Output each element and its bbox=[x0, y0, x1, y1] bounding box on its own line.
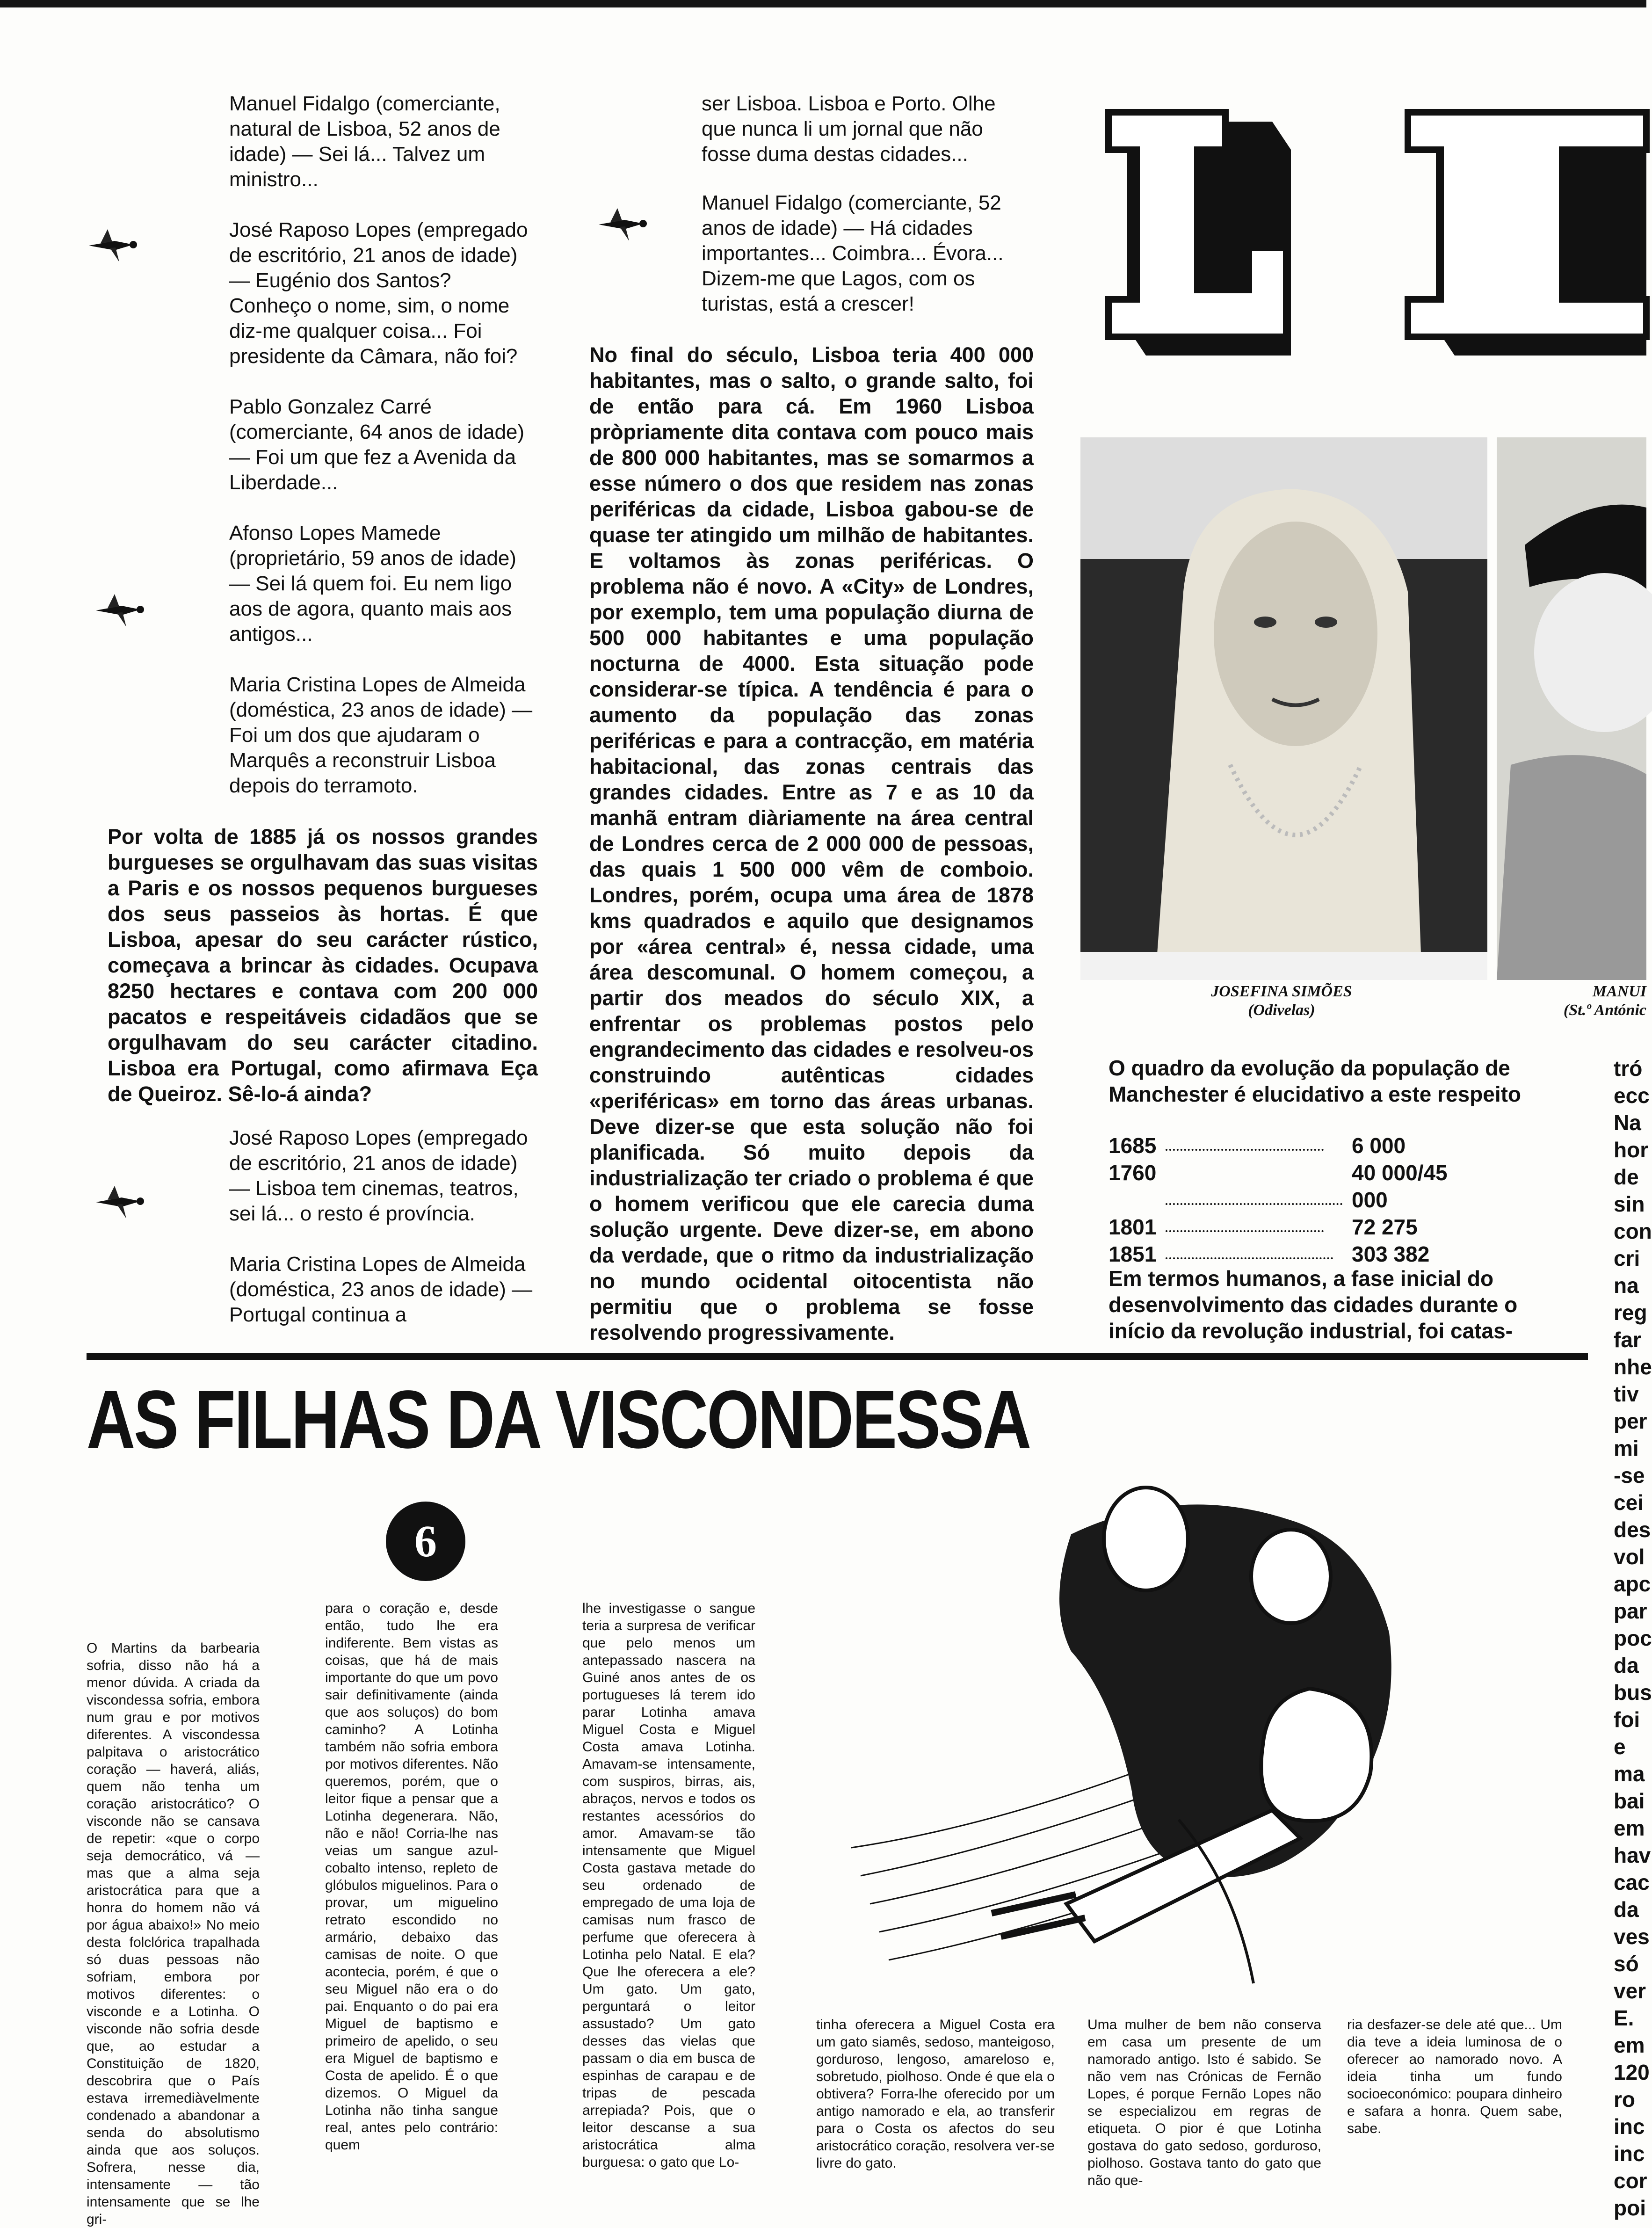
manchester-intro: O quadro da evolução da população de Manchester é elucidativo a este respeito bbox=[1109, 1056, 1522, 1106]
photo-josefina-simoes bbox=[1080, 437, 1487, 980]
photo-caption-manuel: MANUI (St.º Antónic bbox=[1563, 983, 1646, 1019]
table-row: 1685 6 000 bbox=[1109, 1132, 1483, 1159]
episode-badge: 6 bbox=[386, 1502, 465, 1581]
fly-icon bbox=[87, 227, 138, 264]
quote-jose-raposo-2: José Raposo Lopes (empregado de escritório, 21 anos de idade) — Lisboa tem cinemas, teatros, sei lá... o resto é província. bbox=[229, 1126, 528, 1225]
paragraph-1885: Por volta de 1885 já os nossos grandes burgueses se orgulhavam das suas visitas a Paris e os nossos pequenos burgueses dos seus passeios às hortas. É que Lisboa, apesar do seu carácter rústico, começava a brincar às cidades. Ocupava 8250 hectares e contava com 200 000 pacatos e respeitáveis cidadãos que se orgulhavam do seu carácter citadino. Lisboa era Portugal, como afirmava Eça de Queiroz. Sê-lo-á ainda? bbox=[108, 825, 538, 1106]
serial-column-2: para o coração e, desde então, tudo lhe era indiferente. Bem vistas as coisas, que há de mais importante do que um povo sair definitivamente (ainda que aos soluços) do bom caminho? A Lotinha também não sofria embora por motivos diferentes. Não queremos, porém, que o leitor fique a pensar que a Lotinha degenerara. Não, não e não! Corria-lhe nas veias um sangue azul-cobalto intenso, repleto de glóbulos miguelinos. Para o provar, um miguelino retrato escondido no armário, debaixo das camisas de noite. O que acontecia, porém, é que o seu Miguel não era o do pai. Enquanto o do pai era Miguel de baptismo e primeiro de apelido, o seu era Miguel de baptismo e Costa de apelido. É o que dizemos. O Miguel da Lotinha não tinha sangue real, antes pelo contrário: quem bbox=[325, 1601, 498, 2153]
illustration-flying-figures bbox=[851, 1464, 1450, 2030]
serial-column-1: O Martins da barbearia sofria, disso não há a menor dúvida. A criada da viscondessa sofria, embora num grau e por motivos diferentes. A viscondessa palpitava o aristocrático coração — haverá, aliás, quem não tenha um coração aristocrático? O visconde não se cansava de repetir: «que o corpo seja democrático, vá — mas que a alma seja aristocrática para que a honra do homem não vá por água abaixo!» No meio desta folclórica trapalhada só duas pessoas não sofriam, embora por motivos diferentes: o visconde e a Lotinha. O visconde não sofria desde que, ao estudar a Constituição de 1820, descobrira que o País estava irremediàvelmente condenado a abandonar a senda do absolutismo ainda que aos soluços. Sofrera, nesse dia, intensamente — tão intensamente que se lhe gri- bbox=[87, 1640, 260, 2227]
table-row: 1851 303 382 bbox=[1109, 1241, 1483, 1268]
column-2 bbox=[589, 91, 1034, 1345]
big-letters-headline bbox=[1071, 94, 1646, 412]
serial-title: AS FILHAS DA VISCONDESSA bbox=[87, 1374, 1030, 1466]
quote-jose-raposo: José Raposo Lopes (empregado de escritório, 21 anos de idade) — Eugénio dos Santos? Conheço o nome, sim, o nome diz-me qualquer coisa... Foi presidente da Câmara, não foi? bbox=[229, 218, 528, 368]
paragraph-final-seculo: No final do século, Lisboa teria 400 000 habitantes, mas o salto, o grande salto, foi de então para cá. Em 1960 Lisboa pròpriamente dita contava com pouco mais de 800 000 habitantes, mas se somarmos a esse número o dos que residem nas zonas periféricas da cidade, Lisboa gabou-se de quase ter atingido um milhão de habitantes. E voltamos às zonas periféricas. O problema não é novo. A «City» de Londres, por exemplo, tem uma população diurna de 500 000 habitantes e uma população nocturna de 4000. Esta situação pode considerar-se típica. A tendência é para o aumento da população das zonas periféricas e para a contracção, em matéria habitacional, das zonas centrais das grandes cidades. Entre as 7 e as 10 da manhã entram diàriamente na área central de Londres cerca de 2 000 000 de pessoas, das quais 1 500 000 vêm de comboio. Londres, porém, ocupa uma área de 1878 kms quadrados e aquilo que designamos por «área central» é, nessa cidade, uma área descomunal. O homem começou, a partir dos meados do século XIX, a enfrentar os problemas postos pelo engrandecimento das cidades e resolveu-os construindo autênticas cidades «periféricas» em torno das áreas urbanas. Deve dizer-se que esta solução não foi planificada. Só muito depois da industrialização ter criado o problema é que o homem verificou que ele carecia duma solução urgente. Deve dizer-se, em abono da verdade, que o ritmo da industrialização no mundo ocidental oitocentista não permitiu que o problema se fosse resolvendo progressivamente. bbox=[589, 343, 1034, 1344]
photo-caption-josefina: JOSEFINA SIMÕES (Odivelas) bbox=[1211, 983, 1352, 1019]
quote-afonso-lopes: Afonso Lopes Mamede (proprietário, 59 anos de idade) — Sei lá quem foi. Eu nem ligo aos de agora, quanto mais aos antigos... bbox=[229, 522, 516, 646]
quote-maria-cristina-2: Maria Cristina Lopes de Almeida (doméstica, 23 anos de idade) — Portugal continua a bbox=[229, 1253, 533, 1326]
top-border bbox=[0, 0, 1646, 7]
right-edge-column: tró ecc Na hor de sin con cri na reg far nhe tiv per mi -se cei des vol apc par poc da bus foi e ma bai em hav cac da ves só ver E. em 120 ro inc inc cor poi bbox=[1614, 1056, 1652, 2220]
quote-manuel-fidalgo: Manuel Fidalgo (comerciante, natural de Lisboa, 52 anos de idade) — Sei lá... Talvez um ministro... bbox=[229, 92, 500, 191]
manchester-table bbox=[1109, 1132, 1483, 1268]
serial-column-4: tinha oferecera a Miguel Costa era um gato siamês, sedoso, manteigoso, gorduroso, lengoso, amareloso e, sobretudo, piolhoso. Onde é que ela o obtivera? Forra-lhe oferecido por um antigo namorado e ela, ao transferir para o Costa os afectos do seu aristocrático coração, resolvera ver-se livre do gato. bbox=[816, 2017, 1055, 2171]
photo-second-person bbox=[1497, 437, 1646, 980]
serial-column-5: Uma mulher de bem não conserva em casa um presente de um namorado antigo. Isto é sabido. Se não vem nas Crónicas de Fernão Lopes, é porque Fernão Lopes não se especializou em regras de etiqueta. O pior é que Lotinha gostava do gato sedoso, gorduroso, piolhoso. Gostava tanto do gato que não que- bbox=[1087, 2017, 1321, 2188]
fly-icon bbox=[596, 206, 648, 243]
section-divider bbox=[87, 1353, 1588, 1360]
column-1 bbox=[108, 91, 538, 1353]
quote-manuel-fidalgo-2: Manuel Fidalgo (comerciante, 52 anos de idade) — Há cidades importantes... Coimbra... Évora... Dizem-me que Lagos, com os turistas, está a crescer! bbox=[702, 191, 1004, 315]
quote-pablo-gonzalez: Pablo Gonzalez Carré (comerciante, 64 anos de idade) — Foi um que fez a Avenida da Liberdade... bbox=[229, 395, 525, 494]
fly-icon bbox=[94, 1183, 145, 1221]
serial-column-6: ria desfazer-se dele até que... Um dia teve a ideia luminosa de o oferecer ao namorado novo. A ideia tinha um fundo socioeconómico: poupara dinheiro e safara a honra. Quem sabe, sabe. bbox=[1347, 2017, 1562, 2136]
table-row: 1801 72 275 bbox=[1109, 1213, 1483, 1241]
manchester-after: Em termos humanos, a fase inicial do desenvolvimento das cidades durante o início da revolução industrial, foi catas- bbox=[1109, 1266, 1518, 1343]
serial-column-3: lhe investigasse o sangue teria a surpresa de verificar que pelo menos um antepassado nascera na Guiné anos antes de os portugueses lá terem ido parar Lotinha amava Miguel Costa e Miguel Costa amava Lotinha. Amavam-se intensamente, com suspiros, birras, ais, abraços, nervos e todos os restantes acessórios do amor. Amavam-se tão intensamente que Miguel Costa gastava metade do seu ordenado de empregado de uma loja de camisas num frasco de perfume que oferecera à Lotinha pelo Natal. E ela? Que lhe oferecera a ele? Um gato. Um gato, perguntará o leitor assustado? Um gato desses das vielas que passam o dia em busca de espinhas de carapau e de tripas de pescada arrepiada? Pois, que o leitor descanse a sua aristocrática alma burguesa: o gato que Lo- bbox=[582, 1601, 755, 2170]
fly-icon bbox=[94, 592, 145, 629]
table-row: 1760 40 000/45 000 bbox=[1109, 1159, 1483, 1213]
quote-maria-cristina: Maria Cristina Lopes de Almeida (doméstica, 23 anos de idade) — Foi um dos que ajudaram o Marquês a reconstruir Lisboa depois do terramoto. bbox=[229, 673, 533, 797]
quote-lisboa-porto: ser Lisboa. Lisboa e Porto. Olhe que nunca li um jornal que não fosse duma destas cidades... bbox=[702, 92, 996, 166]
